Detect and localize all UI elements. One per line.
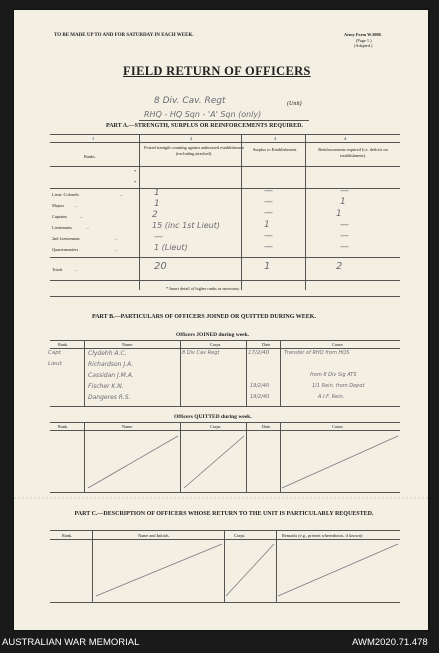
strike-lines (14, 10, 428, 630)
joined-col-cause: Cause. (332, 342, 344, 347)
partc-col-remarks: Remarks (e.g., present whereabouts, if known) (282, 533, 363, 538)
rank-row-7: 2nd Lieutenants (52, 236, 80, 241)
rank-row-6: Lieutenants (52, 225, 73, 230)
col-ranks-header: Ranks. (84, 154, 96, 159)
joined-name-4: Fischer K.N. (88, 383, 124, 390)
col-number-4: 4 (344, 136, 347, 141)
footer-bar (0, 632, 439, 653)
surplus-row-7: — (264, 231, 273, 241)
header-note: TO BE MADE UP TO AND FOR SATURDAY IN EACH WEEK. (54, 33, 194, 38)
col-number-1: 1 (92, 136, 95, 141)
unit-line-1: 8 Div. Cav. Regt (154, 96, 226, 106)
col-number-3: 3 (274, 136, 277, 141)
rank-row-1: * (134, 169, 137, 174)
form-id: Army Form W.3008. (344, 32, 382, 37)
col-surplus-header: Surplus to Establishment. (252, 147, 298, 152)
reinf-row-4: 1 (340, 197, 346, 207)
posted-row-8: 1 (Lieut) (154, 243, 188, 252)
joined-col-name: Name. (122, 342, 134, 347)
quitted-col-corps: Corps. (210, 424, 222, 429)
quitted-title: Officers QUITTED during week. (174, 414, 252, 420)
joined-col-corps: Corps. (210, 342, 222, 347)
joined-col-date: Date. (262, 342, 272, 347)
posted-row-3: 1 (154, 188, 160, 198)
joined-cause-3: from 8 Div Sig ATS (310, 372, 357, 378)
reinf-row-8: — (340, 242, 349, 252)
surplus-row-5: — (264, 208, 273, 218)
rank-row-3: Lieut.-Colonels (52, 192, 79, 197)
joined-rank-2: Lieut (48, 361, 62, 367)
surplus-row-8: — (264, 242, 273, 252)
rank-row-8: Quartermasters (52, 247, 79, 252)
joined-title: Officers JOINED during week. (176, 332, 250, 338)
joined-name-2: Richardson J.A. (88, 361, 134, 368)
joined-cause-1: Transfer of RHQ from HQS (284, 350, 350, 356)
total-posted: 20 (154, 261, 167, 272)
surplus-row-4: — (264, 197, 273, 207)
posted-row-6: 15 (inc 1st Lieut) (152, 221, 220, 230)
partc-col-corps: Corps. (234, 533, 246, 538)
joined-date-4: 19/2/40 (250, 383, 270, 389)
footer-left: AUSTRALIAN WAR MEMORIAL (2, 637, 140, 648)
part-b-heading: PART B.—PARTICULARS OF OFFICERS JOINED OR QUITTED DURING WEEK. (92, 314, 316, 320)
part-a-heading: PART A.—STRENGTH, SURPLUS OR REINFORCEMENTS REQUIRED. (106, 123, 303, 129)
total-surplus: 1 (264, 261, 271, 272)
rank-row-2: * (134, 180, 137, 185)
footnote: * Insert detail of higher ranks as necessary. (166, 286, 240, 291)
partc-col-rank: Rank. (62, 533, 73, 538)
joined-name-1: Clydehh A.C. (88, 350, 127, 357)
reinf-row-6: — (340, 220, 349, 230)
rank-row-4: Majors (52, 203, 65, 208)
posted-row-4: 1 (154, 199, 160, 209)
quitted-col-name: Name. (122, 424, 134, 429)
quitted-col-date: Date. (262, 424, 272, 429)
col-reinf-header: Reinforcements required (i.e. deficits on establishment). (318, 147, 388, 158)
reinf-row-3: — (340, 186, 349, 196)
joined-corps-1: 8 Div Cav Regt (182, 350, 220, 356)
page-title: FIELD RETURN OF OFFICERS (123, 64, 311, 78)
footer-right: AWM2020.71.478 (352, 637, 428, 648)
surplus-row-3: — (264, 186, 273, 196)
partc-col-name: Name and Initials. (138, 533, 170, 538)
total-reinf: 2 (336, 261, 343, 272)
rank-row-5: Captains (52, 214, 68, 219)
posted-row-7: — (154, 232, 163, 242)
quitted-col-rank: Rank. (58, 424, 69, 429)
reinf-row-5: 1 (336, 209, 342, 219)
totals-label: Totals (52, 267, 63, 272)
reinf-row-7: — (340, 231, 349, 241)
unit-line-2: RHQ - HQ Sqn - 'A' Sqn (only) (144, 110, 262, 119)
part-c-heading: PART C.—DESCRIPTION OF OFFICERS WHOSE RETURN TO THE UNIT IS PARTICULARLY REQUESTED. (74, 511, 374, 517)
col-posted-header: Posted strength counting against authorized establishment (excluding attached). (144, 145, 244, 156)
joined-rank-1: Capt (48, 350, 61, 356)
joined-col-rank: Rank. (58, 342, 69, 347)
unit-label: (Unit) (287, 101, 302, 107)
joined-cause-5: A.I.F. Rein. (318, 394, 345, 400)
form-page: TO BE MADE UP TO AND FOR SATURDAY IN EACH WEEK. Army Form W.3008. (Page 1.) (Adapted.) FIELD RETURN OF OFFICERS 8 Div. Cav. Regt RHQ - HQ Sqn - 'A' Sqn (only) (Unit) PART A.—STRENGTH, SURPLUS OR REINFORCEMENTS REQUIRED. 1 2 3 4 Ranks. Posted strength counting against authorized establishment (excluding attached). Surplus to Establishment. Reinforcements required (i.e. deficits on establishment). * * Lieut.-Colonels ... 1 — — Majors ... 1 — 1 Captains ... 2 — 1 Lieutenants ... 15 (inc 1st Lieut) 1 — 2nd Lieutenants ... — — — Quartermasters ... 1 (Lieut) — — Totals ... 20 1 2 * Insert detail of higher ranks as necessary. PART B.—PARTICULARS OF OFFICERS JOINED OR QUITTED DURING WEEK. Officers JOINED during week. Rank. Name. Corps. Date. Cause. Capt Clydehh A.C. 8 Div Cav Regt 17/2/40 Transfer of RHQ from HQS Lieut Richardson J.A. Cassidan J.M.A. from 8 Div Sig ATS Fischer K.N. 19/2/40 1/1 Rein. from Depot Dangeres R.S. 19/2/40 A.I.F. Rein. Officers QUITTED during week. Rank. Name. Corps. Date. Cause. PART C.—DESCRIPTION OF OFFICERS WHOSE RETURN TO THE UNIT IS PARTICULARLY REQUESTED. Rank. Name and Initials. Corps. Remarks (e.g., present whereabouts, if known) (14, 10, 428, 630)
joined-date-5: 19/2/40 (250, 394, 270, 400)
form-adapted: (Adapted.) (354, 43, 373, 48)
col-number-2: 2 (190, 136, 193, 141)
posted-row-5: 2 (152, 210, 158, 220)
joined-date-1: 17/2/40 (248, 350, 270, 356)
surplus-row-6: 1 (264, 220, 270, 230)
joined-name-3: Cassidan J.M.A. (88, 372, 134, 379)
joined-cause-4: 1/1 Rein. from Depot (312, 383, 365, 389)
joined-name-5: Dangeres R.S. (88, 394, 131, 401)
form-page-number: (Page 1.) (356, 38, 372, 43)
quitted-col-cause: Cause. (332, 424, 344, 429)
